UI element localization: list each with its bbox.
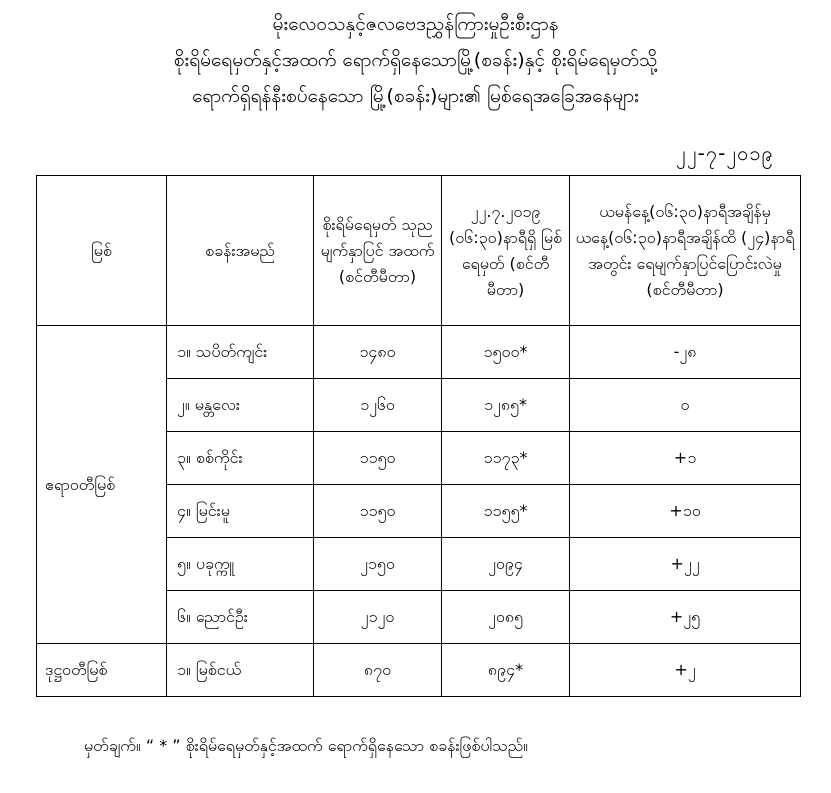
level-change: +၂၅ — [570, 591, 801, 644]
table-header-row — [37, 176, 801, 326]
water-level: ၁၁၅၅* — [442, 485, 570, 538]
danger-level: ၈၇၀ — [314, 644, 442, 697]
danger-level: ၁၄၈၀ — [314, 326, 442, 379]
header-danger-level: စိုးရိမ်ရေမှတ် သုညမျက်နှာပြင် အထက် (စင်တီမီတာ) — [314, 176, 442, 326]
river-name: ဧရာဝတီမြစ် — [37, 326, 167, 644]
station-name: ၄။ မြင်းမူ — [167, 485, 314, 538]
level-change: +၁၀ — [570, 485, 801, 538]
level-change: +၂၂ — [570, 538, 801, 591]
danger-level: ၁၁၅၀ — [314, 485, 442, 538]
footnote: မှတ်ချက်။ “ * ” စိုးရိမ်ရေမှတ်နှင့်အထက် ရောက်ရှိနေသော စခန်းဖြစ်ပါသည်။ — [84, 736, 528, 755]
table-row — [37, 326, 801, 379]
river-name: ဒုဋ္ဌဝတီမြစ် — [37, 644, 167, 697]
station-name: ၂။ မန္တလေး — [167, 379, 314, 432]
water-level: ၈၉၄* — [442, 644, 570, 697]
report-date: ၂၂-၇-၂၀၁၉ — [676, 141, 774, 165]
title-block — [0, 6, 831, 114]
station-name: ၅။ ပခုက္ကူ — [167, 538, 314, 591]
header-24h-change: ယမန်နေ့(၀၆:၃၀)နာရီအချိန်မှ ယနေ့(၀၆:၃၀)နာရီအချိန်ထိ (၂၄)နာရီအတွင်း ရေမျက်နှာပြင်ပြောင်းလဲမှု (စင်တီမီတာ) — [570, 176, 801, 326]
station-name: ၃။ စစ်ကိုင်း — [167, 432, 314, 485]
water-level: ၁၅၀၀* — [442, 326, 570, 379]
water-level: ၂၀၉၄ — [442, 538, 570, 591]
station-name: ၆။ ညောင်ဦး — [167, 591, 314, 644]
header-station: စခန်းအမည် — [167, 176, 314, 326]
station-name: ၁။ မြစ်ငယ် — [167, 644, 314, 697]
station-name: ၁။ သပိတ်ကျင်း — [167, 326, 314, 379]
level-change: +၁ — [570, 432, 801, 485]
header-water-level: ၂၂.၇.၂၀၁၉ (၀၆:၃၀)နာရီရှိ မြစ်ရေမှတ် (စင်တီမီတာ) — [442, 176, 570, 326]
title-line-3: ရောက်ရှိရန်နီးစပ်နေသော မြို့(စခန်း)များ၏ မြစ်ရေအခြေအနေများ — [192, 85, 639, 107]
danger-level: ၁၂၆၀ — [314, 379, 442, 432]
level-change: -၂၈ — [570, 326, 801, 379]
level-change: +၂ — [570, 644, 801, 697]
title-line-1: မိုးလေဝသနှင့်ဇလဗေဒညွှန်ကြားမှုဦးစီးဌာန — [272, 13, 559, 35]
title-line-2: စိုးရိမ်ရေမှတ်နှင့်အထက် ရောက်ရှိနေသောမြို့(စခန်း)နှင့် စိုးရိမ်ရေမှတ်သို့ — [173, 49, 658, 71]
water-level: ၁၁၇၃* — [442, 432, 570, 485]
water-level: ၁၂၈၅* — [442, 379, 570, 432]
water-level: ၂၀၈၅ — [442, 591, 570, 644]
table-row — [37, 644, 801, 697]
danger-level: ၂၁၅၀ — [314, 538, 442, 591]
level-change: ၀ — [570, 379, 801, 432]
danger-level: ၂၁၂၀ — [314, 591, 442, 644]
header-river: မြစ် — [37, 176, 167, 326]
danger-level: ၁၁၅၀ — [314, 432, 442, 485]
river-level-table — [36, 175, 801, 697]
